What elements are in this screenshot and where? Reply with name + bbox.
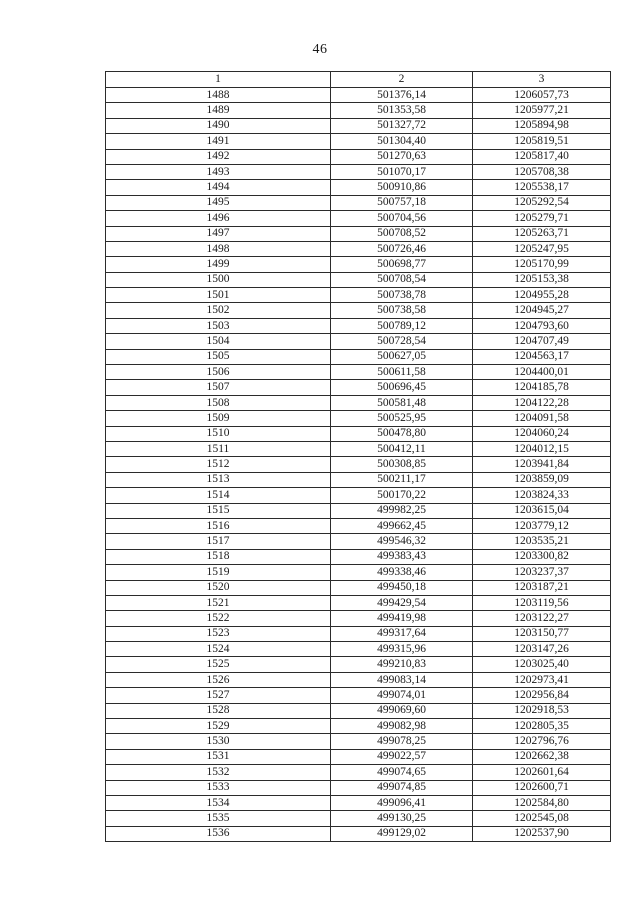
table-row bbox=[106, 765, 611, 780]
table-row bbox=[106, 749, 611, 764]
table-row bbox=[106, 457, 611, 472]
y-coordinate-cell: 1203147,26 bbox=[473, 642, 611, 657]
y-coordinate-cell: 1202584,80 bbox=[473, 795, 611, 810]
point-number-cell: 1505 bbox=[106, 349, 331, 364]
x-coordinate-cell: 499429,54 bbox=[331, 595, 473, 610]
table-row bbox=[106, 241, 611, 256]
point-number-cell: 1488 bbox=[106, 88, 331, 103]
x-coordinate-cell: 499317,64 bbox=[331, 626, 473, 641]
x-coordinate-cell: 500611,58 bbox=[331, 365, 473, 380]
coordinates-table bbox=[105, 71, 611, 842]
x-coordinate-cell: 499074,01 bbox=[331, 688, 473, 703]
table-row bbox=[106, 134, 611, 149]
table-row bbox=[106, 118, 611, 133]
x-coordinate-cell: 499082,98 bbox=[331, 719, 473, 734]
y-coordinate-cell: 1205153,38 bbox=[473, 272, 611, 287]
y-coordinate-cell: 1203025,40 bbox=[473, 657, 611, 672]
y-coordinate-cell: 1202796,76 bbox=[473, 734, 611, 749]
point-number-cell: 1503 bbox=[106, 318, 331, 333]
x-coordinate-cell: 500698,77 bbox=[331, 257, 473, 272]
point-number-cell: 1528 bbox=[106, 703, 331, 718]
y-coordinate-cell: 1204060,24 bbox=[473, 426, 611, 441]
point-number-cell: 1499 bbox=[106, 257, 331, 272]
y-coordinate-cell: 1202601,64 bbox=[473, 765, 611, 780]
x-coordinate-cell: 500708,54 bbox=[331, 272, 473, 287]
point-number-cell: 1490 bbox=[106, 118, 331, 133]
point-number-cell: 1514 bbox=[106, 488, 331, 503]
point-number-cell: 1532 bbox=[106, 765, 331, 780]
table-row bbox=[106, 703, 611, 718]
point-number-cell: 1491 bbox=[106, 134, 331, 149]
y-coordinate-cell: 1203300,82 bbox=[473, 549, 611, 564]
table-row bbox=[106, 826, 611, 841]
table-row bbox=[106, 811, 611, 826]
x-coordinate-cell: 501270,63 bbox=[331, 149, 473, 164]
x-coordinate-cell: 500738,78 bbox=[331, 288, 473, 303]
x-coordinate-cell: 500627,05 bbox=[331, 349, 473, 364]
y-coordinate-cell: 1202973,41 bbox=[473, 672, 611, 687]
x-coordinate-cell: 499383,43 bbox=[331, 549, 473, 564]
x-coordinate-cell: 500696,45 bbox=[331, 380, 473, 395]
y-coordinate-cell: 1205977,21 bbox=[473, 103, 611, 118]
point-number-cell: 1522 bbox=[106, 611, 331, 626]
table-row bbox=[106, 780, 611, 795]
point-number-cell: 1509 bbox=[106, 411, 331, 426]
point-number-cell: 1523 bbox=[106, 626, 331, 641]
point-number-cell: 1529 bbox=[106, 719, 331, 734]
y-coordinate-cell: 1203859,09 bbox=[473, 472, 611, 487]
table-row bbox=[106, 534, 611, 549]
y-coordinate-cell: 1202545,08 bbox=[473, 811, 611, 826]
point-number-cell: 1534 bbox=[106, 795, 331, 810]
y-coordinate-cell: 1202956,84 bbox=[473, 688, 611, 703]
table-row bbox=[106, 88, 611, 103]
x-coordinate-cell: 500757,18 bbox=[331, 195, 473, 210]
x-coordinate-cell: 500412,11 bbox=[331, 441, 473, 456]
point-number-cell: 1492 bbox=[106, 149, 331, 164]
point-number-cell: 1527 bbox=[106, 688, 331, 703]
x-coordinate-cell: 500910,86 bbox=[331, 180, 473, 195]
y-coordinate-cell: 1205538,17 bbox=[473, 180, 611, 195]
point-number-cell: 1521 bbox=[106, 595, 331, 610]
x-coordinate-cell: 499982,25 bbox=[331, 503, 473, 518]
point-number-cell: 1496 bbox=[106, 211, 331, 226]
table-row bbox=[106, 580, 611, 595]
table-row bbox=[106, 272, 611, 287]
table-row bbox=[106, 180, 611, 195]
table-row bbox=[106, 719, 611, 734]
point-number-cell: 1531 bbox=[106, 749, 331, 764]
x-coordinate-cell: 500581,48 bbox=[331, 395, 473, 410]
point-number-cell: 1502 bbox=[106, 303, 331, 318]
point-number-cell: 1511 bbox=[106, 441, 331, 456]
y-coordinate-cell: 1204122,28 bbox=[473, 395, 611, 410]
y-coordinate-cell: 1203187,21 bbox=[473, 580, 611, 595]
point-number-cell: 1517 bbox=[106, 534, 331, 549]
table-row bbox=[106, 380, 611, 395]
x-coordinate-cell: 501070,17 bbox=[331, 164, 473, 179]
column-header-point: 1 bbox=[106, 72, 331, 88]
point-number-cell: 1513 bbox=[106, 472, 331, 487]
table-row bbox=[106, 226, 611, 241]
y-coordinate-cell: 1202918,53 bbox=[473, 703, 611, 718]
table-header bbox=[106, 72, 611, 88]
point-number-cell: 1526 bbox=[106, 672, 331, 687]
x-coordinate-cell: 501327,72 bbox=[331, 118, 473, 133]
point-number-cell: 1512 bbox=[106, 457, 331, 472]
x-coordinate-cell: 500211,17 bbox=[331, 472, 473, 487]
x-coordinate-cell: 500308,85 bbox=[331, 457, 473, 472]
y-coordinate-cell: 1204707,49 bbox=[473, 334, 611, 349]
x-coordinate-cell: 499069,60 bbox=[331, 703, 473, 718]
y-coordinate-cell: 1203150,77 bbox=[473, 626, 611, 641]
table-row bbox=[106, 595, 611, 610]
point-number-cell: 1530 bbox=[106, 734, 331, 749]
header-row bbox=[106, 72, 611, 88]
x-coordinate-cell: 501376,14 bbox=[331, 88, 473, 103]
x-coordinate-cell: 499338,46 bbox=[331, 565, 473, 580]
column-header-x: 2 bbox=[331, 72, 473, 88]
point-number-cell: 1520 bbox=[106, 580, 331, 595]
table-row bbox=[106, 303, 611, 318]
table-row bbox=[106, 518, 611, 533]
table-row bbox=[106, 318, 611, 333]
x-coordinate-cell: 500525,95 bbox=[331, 411, 473, 426]
y-coordinate-cell: 1204185,78 bbox=[473, 380, 611, 395]
point-number-cell: 1508 bbox=[106, 395, 331, 410]
x-coordinate-cell: 499450,18 bbox=[331, 580, 473, 595]
y-coordinate-cell: 1203941,84 bbox=[473, 457, 611, 472]
y-coordinate-cell: 1202537,90 bbox=[473, 826, 611, 841]
y-coordinate-cell: 1202662,38 bbox=[473, 749, 611, 764]
y-coordinate-cell: 1206057,73 bbox=[473, 88, 611, 103]
point-number-cell: 1536 bbox=[106, 826, 331, 841]
table-row bbox=[106, 211, 611, 226]
table-row bbox=[106, 626, 611, 641]
point-number-cell: 1519 bbox=[106, 565, 331, 580]
table-row bbox=[106, 411, 611, 426]
table-body bbox=[106, 88, 611, 842]
column-header-y: 3 bbox=[473, 72, 611, 88]
y-coordinate-cell: 1202805,35 bbox=[473, 719, 611, 734]
table-row bbox=[106, 734, 611, 749]
x-coordinate-cell: 500170,22 bbox=[331, 488, 473, 503]
y-coordinate-cell: 1203824,33 bbox=[473, 488, 611, 503]
y-coordinate-cell: 1202600,71 bbox=[473, 780, 611, 795]
y-coordinate-cell: 1205894,98 bbox=[473, 118, 611, 133]
page-number: 46 bbox=[312, 42, 328, 57]
point-number-cell: 1510 bbox=[106, 426, 331, 441]
table-row bbox=[106, 164, 611, 179]
table-row bbox=[106, 549, 611, 564]
table-row bbox=[106, 488, 611, 503]
y-coordinate-cell: 1205292,54 bbox=[473, 195, 611, 210]
point-number-cell: 1525 bbox=[106, 657, 331, 672]
x-coordinate-cell: 499074,65 bbox=[331, 765, 473, 780]
point-number-cell: 1495 bbox=[106, 195, 331, 210]
y-coordinate-cell: 1203779,12 bbox=[473, 518, 611, 533]
table-row bbox=[106, 395, 611, 410]
point-number-cell: 1515 bbox=[106, 503, 331, 518]
y-coordinate-cell: 1204955,28 bbox=[473, 288, 611, 303]
point-number-cell: 1494 bbox=[106, 180, 331, 195]
table-row bbox=[106, 688, 611, 703]
x-coordinate-cell: 499129,02 bbox=[331, 826, 473, 841]
x-coordinate-cell: 500478,80 bbox=[331, 426, 473, 441]
y-coordinate-cell: 1204400,01 bbox=[473, 365, 611, 380]
point-number-cell: 1518 bbox=[106, 549, 331, 564]
point-number-cell: 1498 bbox=[106, 241, 331, 256]
y-coordinate-cell: 1203237,37 bbox=[473, 565, 611, 580]
table-row bbox=[106, 349, 611, 364]
y-coordinate-cell: 1205708,38 bbox=[473, 164, 611, 179]
table-row bbox=[106, 149, 611, 164]
point-number-cell: 1533 bbox=[106, 780, 331, 795]
point-number-cell: 1500 bbox=[106, 272, 331, 287]
table-row bbox=[106, 103, 611, 118]
table-row bbox=[106, 672, 611, 687]
x-coordinate-cell: 501304,40 bbox=[331, 134, 473, 149]
y-coordinate-cell: 1204793,60 bbox=[473, 318, 611, 333]
point-number-cell: 1497 bbox=[106, 226, 331, 241]
point-number-cell: 1506 bbox=[106, 365, 331, 380]
y-coordinate-cell: 1204945,27 bbox=[473, 303, 611, 318]
table-row bbox=[106, 195, 611, 210]
y-coordinate-cell: 1205819,51 bbox=[473, 134, 611, 149]
table-row bbox=[106, 565, 611, 580]
y-coordinate-cell: 1205817,40 bbox=[473, 149, 611, 164]
x-coordinate-cell: 500738,58 bbox=[331, 303, 473, 318]
table-row bbox=[106, 472, 611, 487]
table-row bbox=[106, 503, 611, 518]
point-number-cell: 1489 bbox=[106, 103, 331, 118]
y-coordinate-cell: 1204012,15 bbox=[473, 441, 611, 456]
x-coordinate-cell: 499315,96 bbox=[331, 642, 473, 657]
y-coordinate-cell: 1203535,21 bbox=[473, 534, 611, 549]
x-coordinate-cell: 499210,83 bbox=[331, 657, 473, 672]
table-row bbox=[106, 288, 611, 303]
y-coordinate-cell: 1205263,71 bbox=[473, 226, 611, 241]
table-row bbox=[106, 657, 611, 672]
y-coordinate-cell: 1203122,27 bbox=[473, 611, 611, 626]
table-row bbox=[106, 441, 611, 456]
table-row bbox=[106, 611, 611, 626]
table-row bbox=[106, 795, 611, 810]
table-row bbox=[106, 334, 611, 349]
y-coordinate-cell: 1203119,56 bbox=[473, 595, 611, 610]
table-row bbox=[106, 426, 611, 441]
point-number-cell: 1493 bbox=[106, 164, 331, 179]
y-coordinate-cell: 1203615,04 bbox=[473, 503, 611, 518]
x-coordinate-cell: 500789,12 bbox=[331, 318, 473, 333]
x-coordinate-cell: 500704,56 bbox=[331, 211, 473, 226]
point-number-cell: 1504 bbox=[106, 334, 331, 349]
y-coordinate-cell: 1205279,71 bbox=[473, 211, 611, 226]
x-coordinate-cell: 499419,98 bbox=[331, 611, 473, 626]
x-coordinate-cell: 500728,54 bbox=[331, 334, 473, 349]
point-number-cell: 1524 bbox=[106, 642, 331, 657]
y-coordinate-cell: 1204091,58 bbox=[473, 411, 611, 426]
x-coordinate-cell: 499096,41 bbox=[331, 795, 473, 810]
x-coordinate-cell: 499022,57 bbox=[331, 749, 473, 764]
x-coordinate-cell: 499662,45 bbox=[331, 518, 473, 533]
x-coordinate-cell: 499546,32 bbox=[331, 534, 473, 549]
point-number-cell: 1507 bbox=[106, 380, 331, 395]
table-row bbox=[106, 642, 611, 657]
y-coordinate-cell: 1204563,17 bbox=[473, 349, 611, 364]
x-coordinate-cell: 500708,52 bbox=[331, 226, 473, 241]
table-row bbox=[106, 365, 611, 380]
table-row bbox=[106, 257, 611, 272]
point-number-cell: 1535 bbox=[106, 811, 331, 826]
x-coordinate-cell: 499130,25 bbox=[331, 811, 473, 826]
point-number-cell: 1501 bbox=[106, 288, 331, 303]
x-coordinate-cell: 499078,25 bbox=[331, 734, 473, 749]
y-coordinate-cell: 1205170,99 bbox=[473, 257, 611, 272]
x-coordinate-cell: 501353,58 bbox=[331, 103, 473, 118]
y-coordinate-cell: 1205247,95 bbox=[473, 241, 611, 256]
x-coordinate-cell: 499083,14 bbox=[331, 672, 473, 687]
point-number-cell: 1516 bbox=[106, 518, 331, 533]
x-coordinate-cell: 500726,46 bbox=[331, 241, 473, 256]
x-coordinate-cell: 499074,85 bbox=[331, 780, 473, 795]
